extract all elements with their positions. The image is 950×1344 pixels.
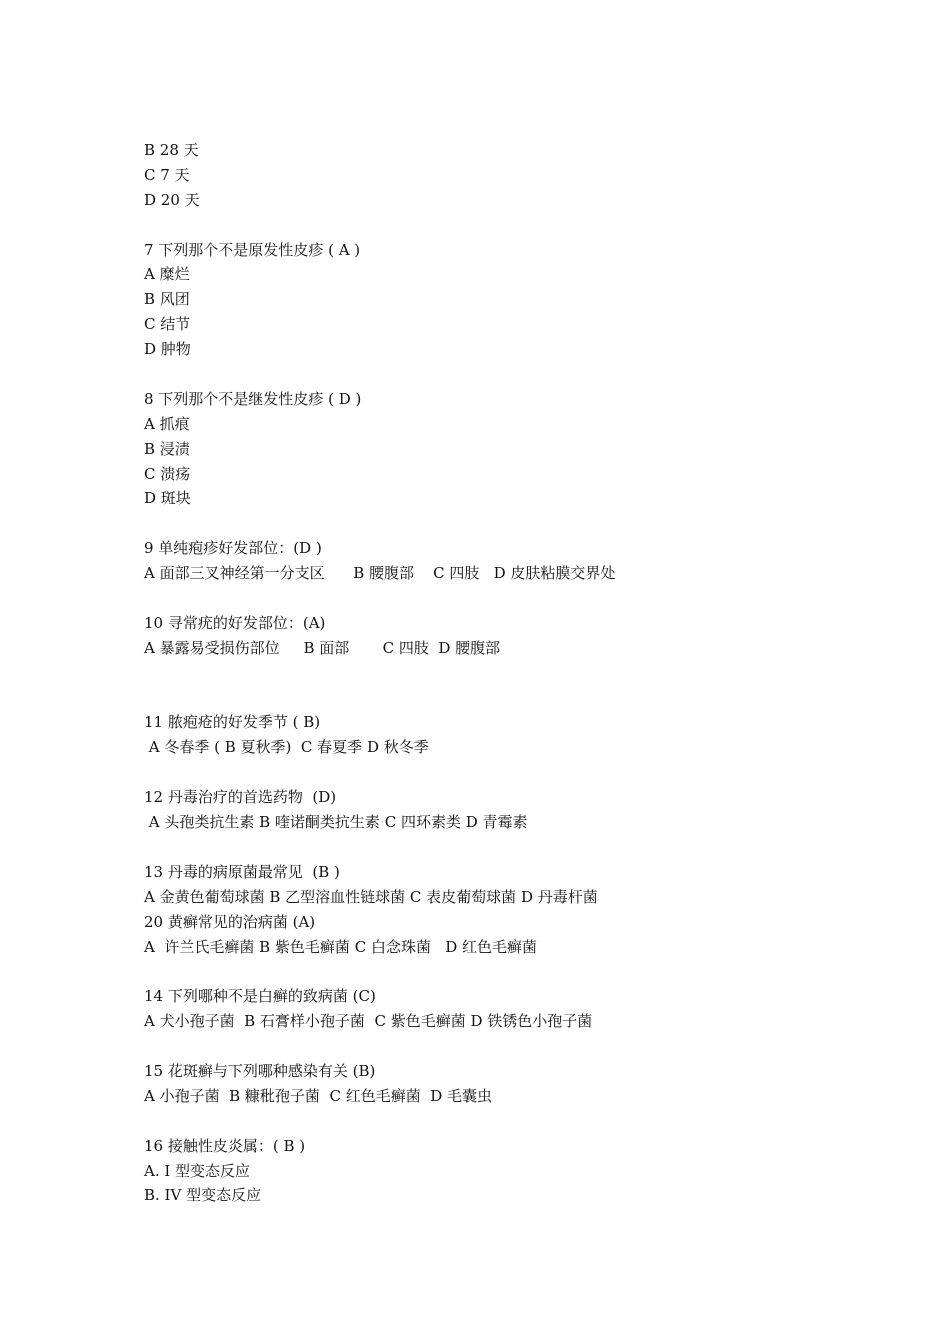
option-c-7-days: C 7 天 (144, 165, 190, 184)
question-14-options: A 犬小孢子菌 B 石膏样小孢子菌 C 紫色毛癣菌 D 铁锈色小孢子菌 (144, 1012, 593, 1031)
question-7-option-b: B 风团 (144, 290, 190, 309)
blank-line (144, 213, 904, 238)
question-9: 9 单纯疱疹好发部位：(D ) (144, 539, 322, 558)
question-7-option-c: C 结节 (144, 315, 191, 334)
question-12: 12 丹毒治疗的首选药物 (D) (144, 788, 337, 807)
question-7-option-d: D 肿物 (144, 340, 191, 359)
blank-line (144, 511, 904, 536)
question-10: 10 寻常疣的好发部位：(A) (144, 613, 326, 632)
blank-line (144, 959, 904, 984)
blank-line (144, 1109, 904, 1134)
question-8-option-a: A 抓痕 (144, 414, 190, 433)
blank-line (144, 686, 904, 711)
question-8-option-d: D 斑块 (144, 489, 191, 508)
question-20-options: A 许兰氏毛癣菌 B 紫色毛癣菌 C 白念珠菌 D 红色毛癣菌 (144, 937, 538, 956)
question-7: 7 下列那个不是原发性皮疹 ( A ) (144, 240, 361, 259)
question-14: 14 下列哪种不是白癣的致病菌 (C) (144, 987, 376, 1006)
question-16: 16 接触性皮炎属：( B ) (144, 1136, 306, 1155)
blank-line (144, 661, 904, 686)
blank-line (144, 835, 904, 860)
question-20: 20 黄癣常见的治病菌 (A) (144, 912, 316, 931)
question-13: 13 丹毒的病原菌最常见 (B ) (144, 862, 340, 881)
question-16-option-b: B. IV 型变态反应 (144, 1186, 262, 1205)
blank-line (144, 760, 904, 785)
document-page (144, 138, 904, 1208)
blank-line (144, 586, 904, 611)
question-11-options: A 冬春季 ( B 夏秋季) C 春夏季 D 秋冬季 (144, 738, 429, 757)
question-7-option-a: A 糜烂 (144, 265, 190, 284)
question-8: 8 下列那个不是继发性皮疹 ( D ) (144, 389, 362, 408)
question-15: 15 花斑癣与下列哪种感染有关 (B) (144, 1061, 376, 1080)
question-16-option-a: A. I 型变态反应 (144, 1161, 251, 1180)
question-15-options: A 小孢子菌 B 糠秕孢子菌 C 红色毛癣菌 D 毛囊虫 (144, 1086, 493, 1105)
option-d-20-days: D 20 天 (144, 190, 200, 209)
blank-line (144, 1034, 904, 1059)
option-b-28-days: B 28 天 (144, 141, 199, 159)
question-9-options: A 面部三叉神经第一分支区 B 腰腹部 C 四肢 D 皮肤粘膜交界处 (144, 564, 616, 583)
question-8-option-c: C 溃疡 (144, 464, 191, 483)
blank-line (144, 362, 904, 387)
question-10-options: A 暴露易受损伤部位 B 面部 C 四肢 D 腰腹部 (144, 638, 501, 657)
question-8-option-b: B 浸渍 (144, 439, 190, 458)
question-12-options: A 头孢类抗生素 B 喹诺酮类抗生素 C 四环素类 D 青霉素 (144, 813, 528, 832)
question-11: 11 脓疱疮的好发季节 ( B) (144, 713, 321, 732)
question-13-options: A 金黄色葡萄球菌 B 乙型溶血性链球菌 C 表皮葡萄球菌 D 丹毒杆菌 (144, 887, 598, 906)
